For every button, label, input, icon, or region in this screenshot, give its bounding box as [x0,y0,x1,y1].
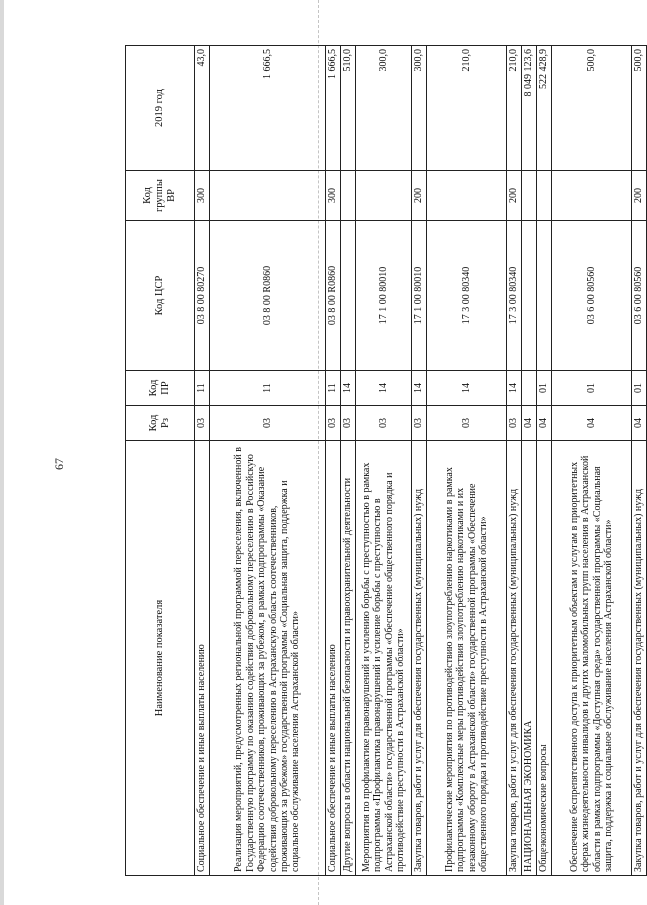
row-name: Обеспечение беспрепятственного доступа к приоритетным объектам и услугам в приоритетных сферах жизнедеятельности инвалидов и других маломобильных групп населения в Астраханской области в рамках подпрограммы «Доступная среда» государственной программы «Социальная защита, поддержка и социальное обслуживание населения Астраханской области» [552,441,632,876]
table-row [427,46,507,876]
row-name: Закупка товаров, работ и услуг для обеспечения государственных (муниципальных) нужд [412,441,427,876]
row-pr: 01 [537,371,552,406]
table-row [522,46,537,876]
row-vr: 200 [412,171,427,221]
row-rz: 04 [552,406,632,441]
rotated-table-wrapper [125,46,645,876]
row-vr [552,171,632,221]
row-rz: 03 [412,406,427,441]
table-row [356,46,412,876]
row-pr: 01 [552,371,632,406]
row-2019: 210,0 [507,46,522,171]
row-2019: 522 428,9 [537,46,552,171]
header-vr: Код группы ВР [126,171,195,221]
table-header-row [126,46,195,876]
row-2019: 500,0 [632,46,647,171]
row-name: НАЦИОНАЛЬНАЯ ЭКОНОМИКА [522,441,537,876]
row-rz: 03 [507,406,522,441]
row-pr: 01 [632,371,647,406]
row-2019: 8 049 123,6 [522,46,537,171]
header-2019: 2019 год [126,46,195,171]
table-row [537,46,552,876]
table-row [507,46,522,876]
row-csr: 03 6 00 80560 [552,221,632,371]
row-name: Мероприятия по профилактике правонарушений и усилению борьбы с преступностью в рамках подпрограммы «Профилактика правонарушений и усиление борьбы с преступностью в Астраханской области» государственной программы «Обеспечение общественного порядка и противодействие преступности в Астраханской области» [356,441,412,876]
row-pr: 14 [507,371,522,406]
row-vr: 200 [507,171,522,221]
row-csr [522,221,537,371]
row-name: Закупка товаров, работ и услуг для обеспечения государственных (муниципальных) нужд [507,441,522,876]
row-name: Другие вопросы в области национальной безопасности и правоохранительной деятельности [341,441,356,876]
table-row [341,46,356,876]
row-name: Закупка товаров, работ и услуг для обеспечения государственных (муниципальных) нужд [632,441,647,876]
row-pr [522,371,537,406]
row-vr [522,171,537,221]
row-rz: 03 [210,406,326,441]
header-name: Наименование показателя [126,441,195,876]
table-row [552,46,632,876]
row-pr: 11 [195,371,210,406]
header-csr: Код ЦСР [126,221,195,371]
row-vr: 200 [632,171,647,221]
row-csr: 17 1 00 80010 [356,221,412,371]
row-2019: 1 666,5 [326,46,341,171]
row-csr: 17 3 00 80340 [427,221,507,371]
row-rz: 03 [326,406,341,441]
row-rz: 03 [341,406,356,441]
budget-table [125,45,647,876]
table-row [412,46,427,876]
row-2019: 300,0 [412,46,427,171]
header-rz: Код Рз [126,406,195,441]
row-csr: 17 3 00 80340 [507,221,522,371]
row-rz: 03 [427,406,507,441]
row-csr: 17 1 00 80010 [412,221,427,371]
row-name: Реализация мероприятий, предусмотренных региональной программой переселения, включенной в Государственную программу по оказанию содействия добровольному переселению в Российскую Федерацию соотечественников, проживающих за рубежом, в рамках подпрограммы «Оказание содействия добровольному переселению в Астраханскую область соотечественников, проживающих за рубежом» государственной программы «Социальная защита, поддержка и социальное обслуживание населения Астраханской области» [210,441,326,876]
row-csr [537,221,552,371]
row-name: Социальное обеспечение и иные выплаты населению [326,441,341,876]
table-row [326,46,341,876]
row-pr: 14 [412,371,427,406]
scan-edge [0,0,4,905]
row-vr [356,171,412,221]
row-pr: 14 [356,371,412,406]
row-rz: 03 [195,406,210,441]
row-rz: 04 [537,406,552,441]
row-csr: 03 6 00 80560 [632,221,647,371]
row-pr: 14 [341,371,356,406]
row-pr: 11 [210,371,326,406]
row-vr [210,171,326,221]
row-vr [341,171,356,221]
row-name: Социальное обеспечение и иные выплаты населению [195,441,210,876]
row-rz: 04 [632,406,647,441]
row-name: Общеэкономические вопросы [537,441,552,876]
row-csr: 03 8 00 80270 [195,221,210,371]
row-2019: 500,0 [552,46,632,171]
row-2019: 1 666,5 [210,46,326,171]
row-csr [341,221,356,371]
row-rz: 03 [356,406,412,441]
header-pr: Код ПР [126,371,195,406]
row-vr [427,171,507,221]
table-row [195,46,210,876]
row-2019: 210,0 [427,46,507,171]
row-pr: 14 [427,371,507,406]
table-row [210,46,326,876]
row-pr: 11 [326,371,341,406]
row-rz: 04 [522,406,537,441]
row-vr: 300 [195,171,210,221]
row-name: Профилактические мероприятия по противодействию злоупотреблению наркотиками в рамках подпрограммы «Комплексные меры противодействия злоупотреблению наркотиками и их незаконному обороту в Астраханской области» государственной программы «Обеспечение общественного порядка и противодействие преступности в Астраханской области» [427,441,507,876]
table-row [632,46,647,876]
row-2019: 300,0 [356,46,412,171]
row-vr: 300 [326,171,341,221]
row-vr [537,171,552,221]
row-2019: 510,0 [341,46,356,171]
row-csr: 03 8 00 R0860 [210,221,326,371]
page-number: 67 [52,458,66,470]
row-2019: 43,0 [195,46,210,171]
row-csr: 03 8 00 R0860 [326,221,341,371]
